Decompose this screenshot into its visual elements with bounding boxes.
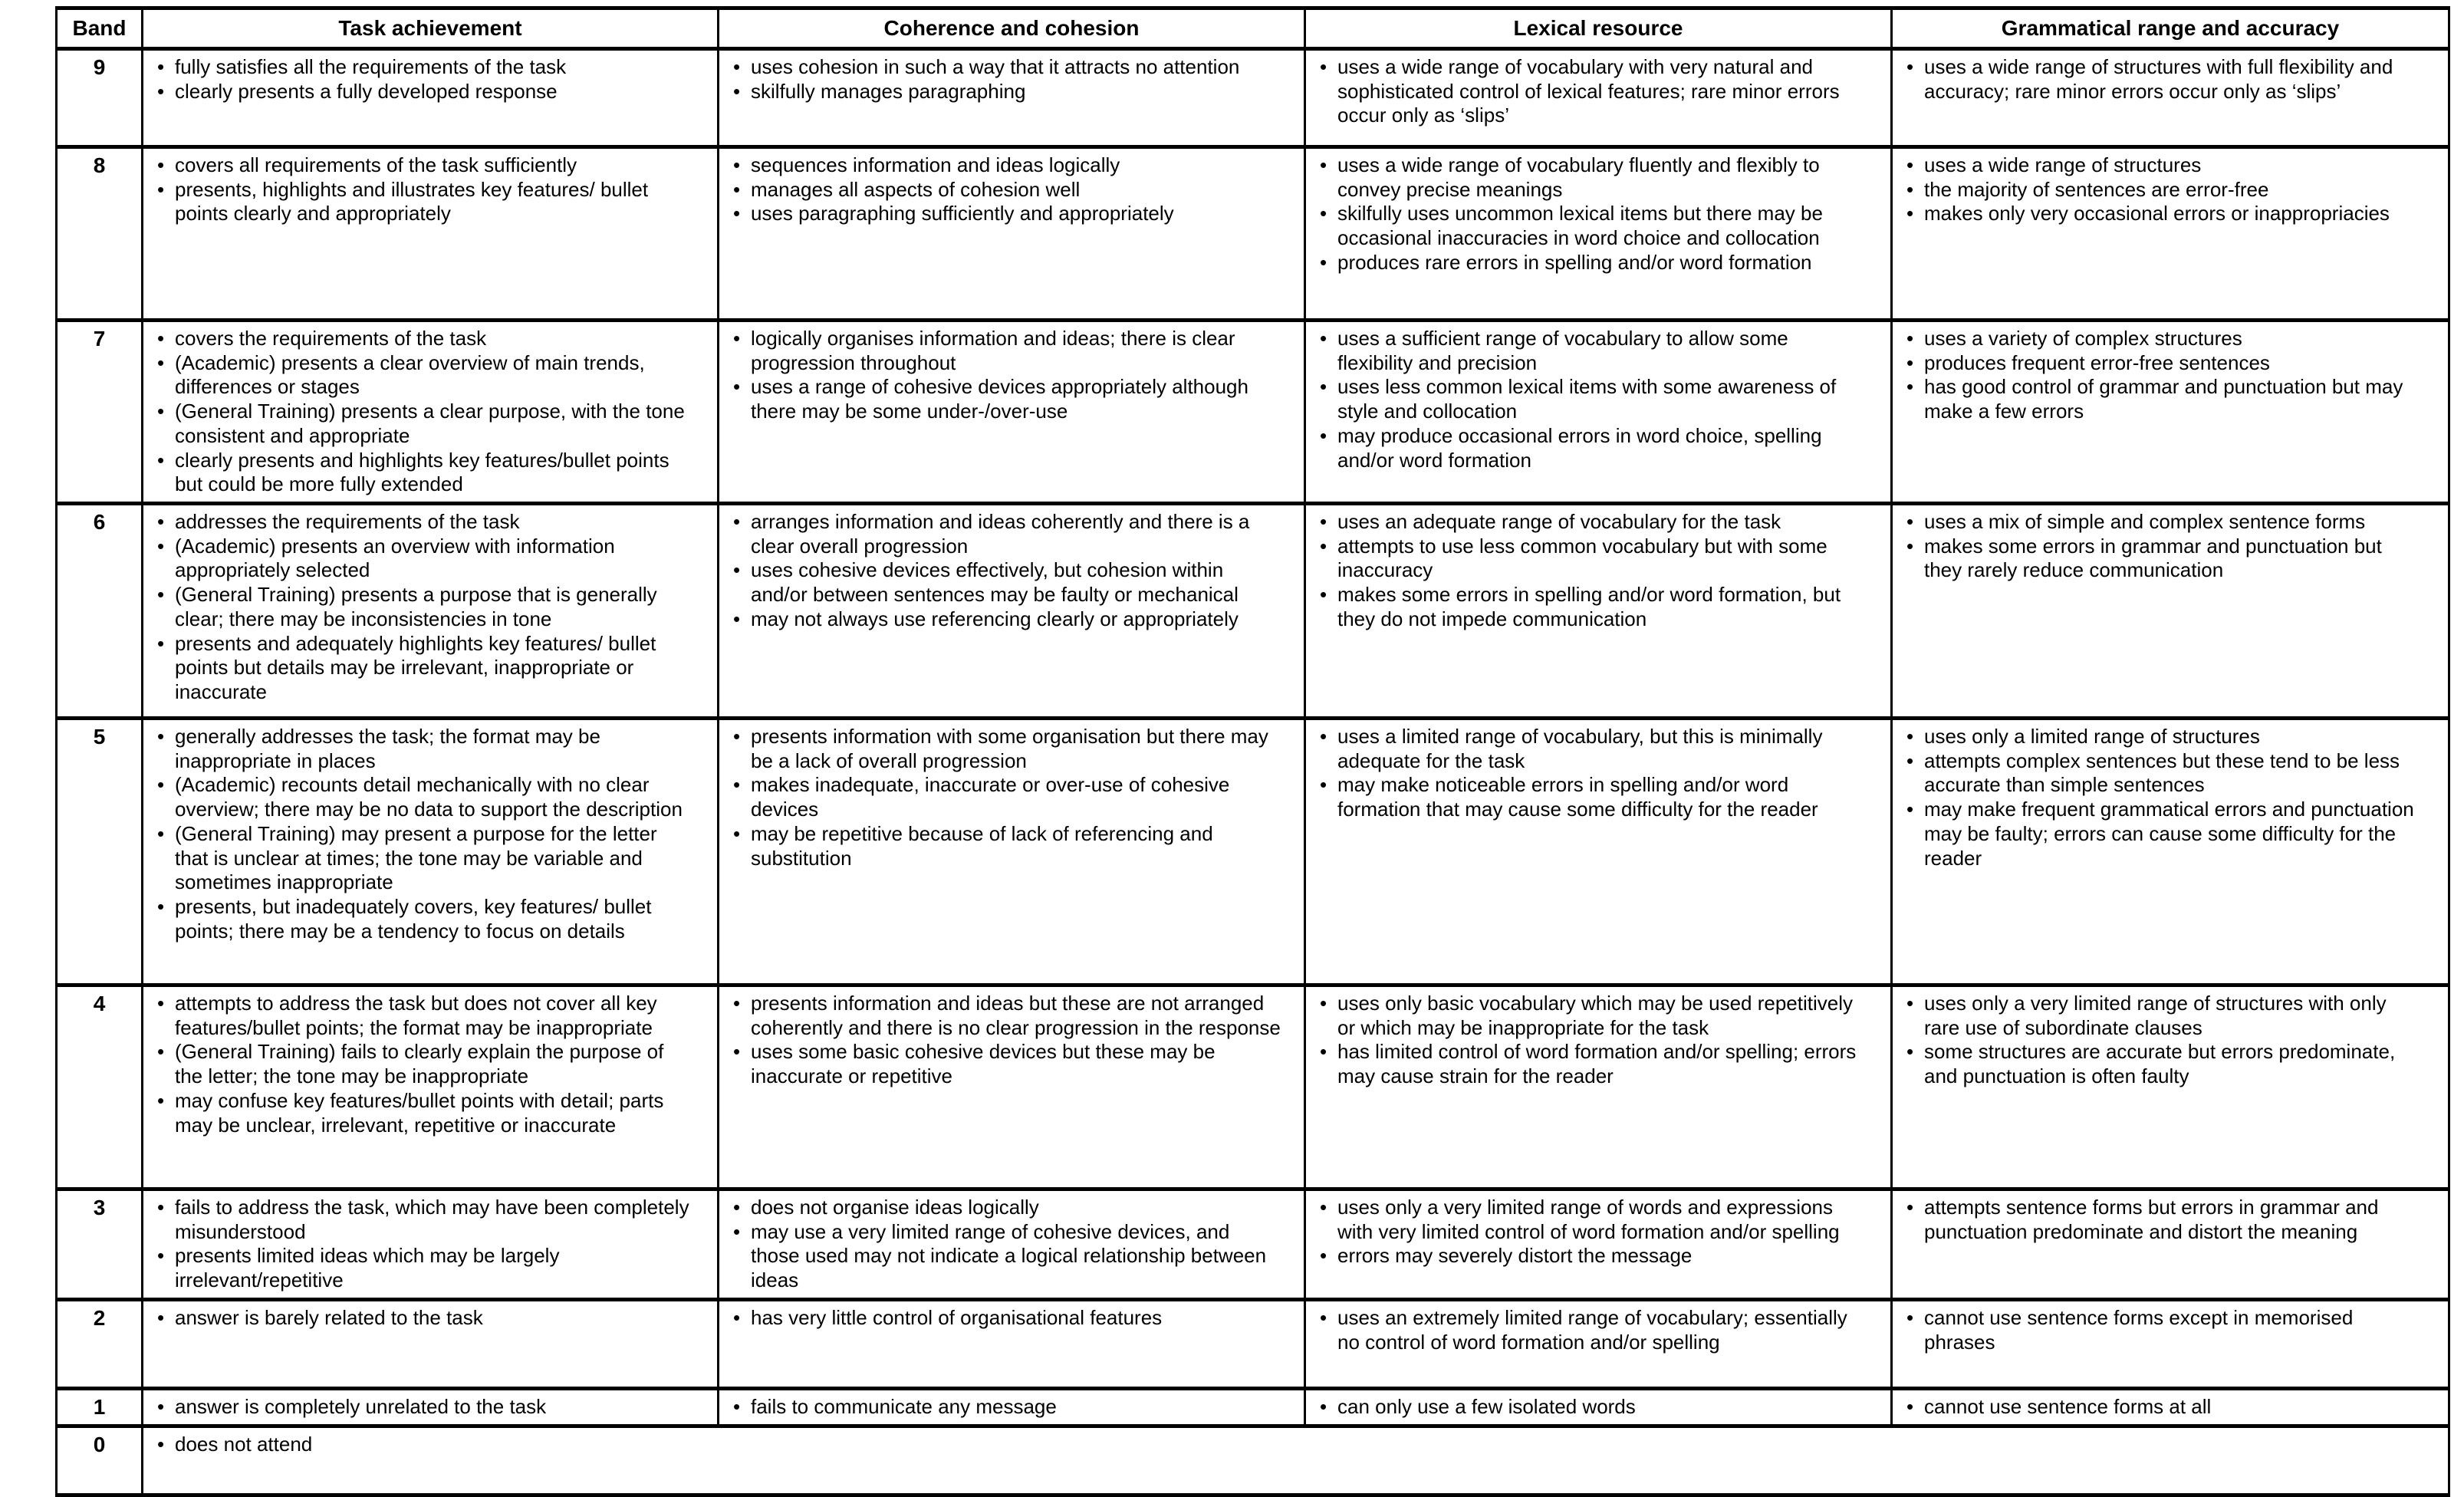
- criteria-cell: [1892, 49, 2449, 147]
- descriptor-item: • (Academic) recounts detail mechanically with no clear overview; there may be no data to support the description: [154, 773, 694, 821]
- band-cell: 4: [57, 985, 143, 1189]
- descriptor-item: • produces frequent error-free sentences: [1903, 351, 2425, 376]
- criteria-cell: [143, 1388, 719, 1426]
- band-row: [57, 321, 2449, 504]
- descriptor-item: • uses an adequate range of vocabulary for the task: [1317, 510, 1867, 535]
- descriptor-item: • presents, but inadequately covers, key features/ bullet points; there may be a tendency to focus on details: [154, 895, 694, 943]
- descriptor-list: [154, 1433, 2425, 1457]
- descriptor-item: • clearly presents a fully developed response: [154, 80, 694, 104]
- descriptor-item: • fully satisfies all the requirements of the task: [154, 55, 694, 80]
- descriptor-item: • clearly presents and highlights key features/bullet points but could be more fully extended: [154, 449, 694, 497]
- column-header: Task achievement: [143, 8, 719, 49]
- descriptor-item: • covers all requirements of the task sufficiently: [154, 153, 694, 178]
- descriptor-item: • does not attend: [154, 1433, 2425, 1457]
- descriptor-item: • answer is completely unrelated to the task: [154, 1395, 694, 1420]
- criteria-cell: [143, 49, 719, 147]
- descriptor-item: • uses a wide range of structures: [1903, 153, 2425, 178]
- band-row: [57, 49, 2449, 147]
- descriptor-list: [1317, 1395, 1867, 1420]
- column-header: Grammatical range and accuracy: [1892, 8, 2449, 49]
- descriptor-list: [730, 510, 1281, 632]
- descriptor-item: • presents limited ideas which may be largely irrelevant/repetitive: [154, 1244, 694, 1292]
- band-cell: 7: [57, 321, 143, 504]
- descriptor-item: • attempts sentence forms but errors in grammar and punctuation predominate and distort the meaning: [1903, 1196, 2425, 1244]
- descriptor-list: [154, 725, 694, 943]
- descriptor-list: [1903, 1395, 2425, 1420]
- criteria-cell: [719, 49, 1305, 147]
- descriptor-list: [154, 992, 694, 1137]
- criteria-cell: [1305, 1299, 1892, 1388]
- descriptor-item: • errors may severely distort the message: [1317, 1244, 1867, 1268]
- criteria-cell: [1892, 1388, 2449, 1426]
- descriptor-item: • attempts to address the task but does not cover all key features/bullet points; the format may be inappropriate: [154, 992, 694, 1040]
- band-cell: 5: [57, 719, 143, 985]
- descriptor-item: • may confuse key features/bullet points with detail; parts may be unclear, irrelevant, repetitive or inaccurate: [154, 1089, 694, 1137]
- descriptor-item: • (General Training) fails to clearly explain the purpose of the letter; the tone may be inappropriate: [154, 1040, 694, 1088]
- table-body: [57, 49, 2449, 1495]
- descriptor-item: • (General Training) presents a purpose that is generally clear; there may be inconsistencies in tone: [154, 583, 694, 631]
- band-cell: 1: [57, 1388, 143, 1426]
- descriptor-item: • attempts complex sentences but these tend to be less accurate than simple sentences: [1903, 749, 2425, 798]
- descriptor-list: [1903, 725, 2425, 870]
- descriptor-item: • makes some errors in spelling and/or word formation, but they do not impede communication: [1317, 583, 1867, 631]
- band-row: [57, 147, 2449, 321]
- descriptor-item: • fails to communicate any message: [730, 1395, 1281, 1420]
- column-header: Band: [57, 8, 143, 49]
- header-row: [57, 8, 2449, 49]
- descriptor-item: • attempts to use less common vocabulary but with some inaccuracy: [1317, 535, 1867, 583]
- descriptor-list: [1317, 1306, 1867, 1354]
- criteria-cell: [1305, 147, 1892, 321]
- descriptor-item: • can only use a few isolated words: [1317, 1395, 1867, 1420]
- descriptor-item: • uses a range of cohesive devices appropriately although there may be some under-/over-use: [730, 375, 1281, 423]
- criteria-cell: [719, 504, 1305, 719]
- descriptor-list: [1317, 153, 1867, 275]
- descriptor-list: [1903, 55, 2425, 104]
- descriptor-item: • (Academic) presents an overview with information appropriately selected: [154, 535, 694, 583]
- descriptor-list: [1903, 1306, 2425, 1354]
- band-row: [57, 504, 2449, 719]
- descriptor-list: [1317, 725, 1867, 822]
- band-row: [57, 1189, 2449, 1300]
- criteria-cell: [1892, 985, 2449, 1189]
- descriptor-list: [730, 992, 1281, 1089]
- criteria-cell: [1305, 504, 1892, 719]
- descriptor-item: • uses a mix of simple and complex sentence forms: [1903, 510, 2425, 535]
- descriptor-item: • arranges information and ideas coherently and there is a clear overall progression: [730, 510, 1281, 558]
- descriptor-item: • may make frequent grammatical errors and punctuation may be faulty; errors can cause some difficulty for the reader: [1903, 798, 2425, 870]
- descriptor-item: • (General Training) presents a clear purpose, with the tone consistent and appropriate: [154, 400, 694, 448]
- descriptor-item: • uses cohesive devices effectively, but cohesion within and/or between sentences may be faulty or mechanical: [730, 558, 1281, 607]
- descriptor-item: • uses some basic cohesive devices but these may be inaccurate or repetitive: [730, 1040, 1281, 1088]
- criteria-cell: [719, 985, 1305, 1189]
- descriptor-list: [730, 55, 1281, 104]
- column-header: Lexical resource: [1305, 8, 1892, 49]
- descriptor-item: • uses an extremely limited range of vocabulary; essentially no control of word formation and/or spelling: [1317, 1306, 1867, 1354]
- criteria-cell: [719, 1299, 1305, 1388]
- descriptor-item: • has very little control of organisational features: [730, 1306, 1281, 1331]
- descriptor-item: • uses a wide range of structures with full flexibility and accuracy; rare minor errors occur only as ‘slips’: [1903, 55, 2425, 104]
- descriptor-item: • may use a very limited range of cohesive devices, and those used may not indicate a logical relationship between ideas: [730, 1220, 1281, 1293]
- descriptor-item: • may be repetitive because of lack of referencing and substitution: [730, 822, 1281, 870]
- descriptor-list: [1317, 992, 1867, 1089]
- band-descriptors-table: [55, 6, 2450, 1497]
- descriptor-item: • presents information with some organisation but there may be a lack of overall progression: [730, 725, 1281, 773]
- descriptor-item: • presents, highlights and illustrates key features/ bullet points clearly and appropriately: [154, 178, 694, 226]
- band-row: [57, 1426, 2449, 1495]
- descriptor-list: [1317, 55, 1867, 128]
- criteria-cell: [1305, 1388, 1892, 1426]
- band-row: [57, 1388, 2449, 1426]
- criteria-cell: [143, 1189, 719, 1300]
- criteria-cell: [1892, 321, 2449, 504]
- band-row: [57, 1299, 2449, 1388]
- criteria-cell: [1305, 49, 1892, 147]
- criteria-cell: [719, 321, 1305, 504]
- criteria-cell: [143, 504, 719, 719]
- descriptor-item: • uses only basic vocabulary which may be used repetitively or which may be inappropriate for the task: [1317, 992, 1867, 1040]
- criteria-cell: [1305, 321, 1892, 504]
- criteria-cell: [1892, 1299, 2449, 1388]
- band-cell: 3: [57, 1189, 143, 1300]
- descriptor-item: • uses cohesion in such a way that it attracts no attention: [730, 55, 1281, 80]
- descriptor-item: • generally addresses the task; the format may be inappropriate in places: [154, 725, 694, 773]
- descriptor-item: • uses only a very limited range of structures with only rare use of subordinate clauses: [1903, 992, 2425, 1040]
- descriptor-item: • makes inadequate, inaccurate or over-use of cohesive devices: [730, 773, 1281, 821]
- descriptor-list: [730, 1196, 1281, 1293]
- criteria-cell: [1892, 147, 2449, 321]
- column-header: Coherence and cohesion: [719, 8, 1305, 49]
- descriptor-item: • uses a wide range of vocabulary fluently and flexibly to convey precise meanings: [1317, 153, 1867, 202]
- criteria-cell: [143, 321, 719, 504]
- descriptor-list: [1903, 327, 2425, 424]
- criteria-cell: [1305, 1189, 1892, 1300]
- criteria-cell: [143, 719, 719, 985]
- descriptor-list: [730, 725, 1281, 870]
- band-row: [57, 985, 2449, 1189]
- descriptor-item: • logically organises information and ideas; there is clear progression throughout: [730, 327, 1281, 375]
- band-cell: 0: [57, 1426, 143, 1495]
- criteria-cell: [719, 147, 1305, 321]
- descriptor-list: [1903, 153, 2425, 226]
- descriptor-item: • uses only a limited range of structures: [1903, 725, 2425, 749]
- descriptor-list: [1317, 1196, 1867, 1268]
- descriptor-list: [154, 55, 694, 104]
- descriptor-item: • answer is barely related to the task: [154, 1306, 694, 1331]
- descriptor-item: • makes some errors in grammar and punctuation but they rarely reduce communication: [1903, 535, 2425, 583]
- band-cell: 2: [57, 1299, 143, 1388]
- descriptor-item: • skilfully manages paragraphing: [730, 80, 1281, 104]
- criteria-cell: [1892, 1189, 2449, 1300]
- descriptor-item: • skilfully uses uncommon lexical items but there may be occasional inaccuracies in word choice and collocation: [1317, 202, 1867, 250]
- band-cell: 6: [57, 504, 143, 719]
- descriptor-list: [1317, 327, 1867, 472]
- descriptor-list: [1903, 510, 2425, 583]
- descriptor-list: [730, 327, 1281, 424]
- descriptor-item: • presents and adequately highlights key features/ bullet points but details may be irrelevant, inappropriate or inaccurate: [154, 632, 694, 705]
- descriptor-item: • some structures are accurate but errors predominate, and punctuation is often faulty: [1903, 1040, 2425, 1088]
- descriptor-item: • makes only very occasional errors or inappropriacies: [1903, 202, 2425, 226]
- criteria-cell: [1892, 504, 2449, 719]
- descriptor-item: • addresses the requirements of the task: [154, 510, 694, 535]
- criteria-cell: [143, 147, 719, 321]
- descriptor-item: • uses only a very limited range of words and expressions with very limited control of word formation and/or spelling: [1317, 1196, 1867, 1244]
- descriptor-item: • has good control of grammar and punctuation but may make a few errors: [1903, 375, 2425, 423]
- descriptor-list: [154, 327, 694, 497]
- descriptor-item: • may produce occasional errors in word choice, spelling and/or word formation: [1317, 424, 1867, 472]
- descriptor-list: [730, 1395, 1281, 1420]
- criteria-cell: [719, 1189, 1305, 1300]
- descriptor-item: • uses a sufficient range of vocabulary to allow some flexibility and precision: [1317, 327, 1867, 375]
- descriptor-item: • presents information and ideas but these are not arranged coherently and there is no clear progression in the response: [730, 992, 1281, 1040]
- band-cell: 9: [57, 49, 143, 147]
- descriptor-item: • covers the requirements of the task: [154, 327, 694, 351]
- descriptor-item: • cannot use sentence forms except in memorised phrases: [1903, 1306, 2425, 1354]
- descriptor-list: [1317, 510, 1867, 632]
- descriptor-item: • has limited control of word formation and/or spelling; errors may cause strain for the reader: [1317, 1040, 1867, 1088]
- descriptor-list: [1903, 992, 2425, 1089]
- criteria-cell: [719, 1388, 1305, 1426]
- criteria-cell: [1305, 719, 1892, 985]
- criteria-cell: [143, 1299, 719, 1388]
- descriptor-item: • does not organise ideas logically: [730, 1196, 1281, 1220]
- band-cell: 8: [57, 147, 143, 321]
- descriptor-item: • produces rare errors in spelling and/or word formation: [1317, 251, 1867, 275]
- descriptor-item: • the majority of sentences are error-free: [1903, 178, 2425, 202]
- criteria-cell: [143, 985, 719, 1189]
- descriptor-item: • uses a limited range of vocabulary, but this is minimally adequate for the task: [1317, 725, 1867, 773]
- descriptor-list: [154, 1306, 694, 1331]
- descriptor-list: [154, 510, 694, 705]
- criteria-cell: [1305, 985, 1892, 1189]
- criteria-cell: [143, 1426, 2449, 1495]
- descriptor-item: • (Academic) presents a clear overview of main trends, differences or stages: [154, 351, 694, 400]
- descriptor-item: • manages all aspects of cohesion well: [730, 178, 1281, 202]
- descriptor-list: [730, 153, 1281, 226]
- descriptor-item: • may not always use referencing clearly or appropriately: [730, 607, 1281, 632]
- descriptor-item: • cannot use sentence forms at all: [1903, 1395, 2425, 1420]
- descriptor-item: • (General Training) may present a purpose for the letter that is unclear at times; the tone may be variable and sometimes inappropriate: [154, 822, 694, 895]
- descriptor-list: [154, 1196, 694, 1293]
- criteria-cell: [719, 719, 1305, 985]
- descriptor-list: [154, 1395, 694, 1420]
- descriptor-item: • uses less common lexical items with some awareness of style and collocation: [1317, 375, 1867, 423]
- descriptor-item: • may make noticeable errors in spelling and/or word formation that may cause some difficulty for the reader: [1317, 773, 1867, 821]
- band-row: [57, 719, 2449, 985]
- descriptor-item: • sequences information and ideas logically: [730, 153, 1281, 178]
- descriptor-list: [730, 1306, 1281, 1331]
- descriptor-item: • fails to address the task, which may have been completely misunderstood: [154, 1196, 694, 1244]
- descriptor-item: • uses a wide range of vocabulary with very natural and sophisticated control of lexical features; rare minor errors occur only as ‘slips’: [1317, 55, 1867, 128]
- descriptor-item: • uses paragraphing sufficiently and appropriately: [730, 202, 1281, 226]
- criteria-cell: [1892, 719, 2449, 985]
- descriptor-list: [1903, 1196, 2425, 1244]
- descriptor-item: • uses a variety of complex structures: [1903, 327, 2425, 351]
- descriptor-list: [154, 153, 694, 226]
